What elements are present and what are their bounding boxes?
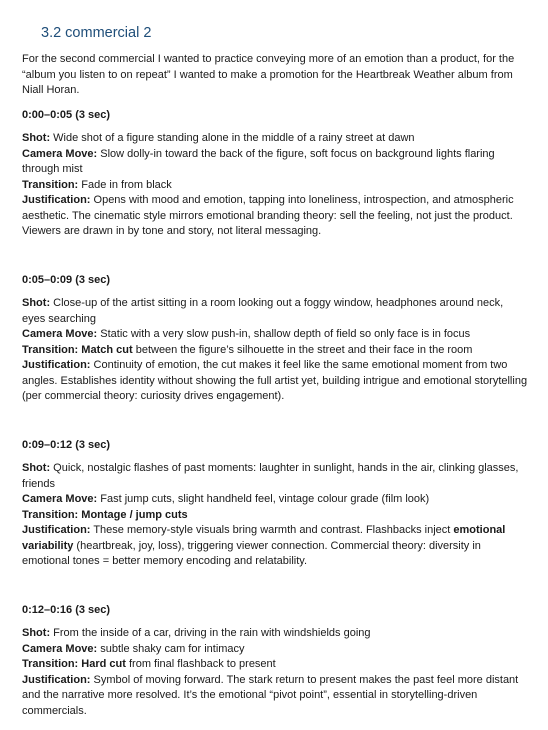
transition-bold: Match cut [81,343,133,356]
shot-text: From the inside of a car, driving in the rain with windshields going [53,627,371,639]
camera-label: Camera Move: [22,328,98,340]
justification-tail: (heartbreak, joy, loss), triggering viewer connection. Commercial theory: diversity in emotional tones = better memory encoding and relatability. [22,539,481,567]
shot-label: Shot: [22,627,51,639]
segment-3 [22,438,528,570]
camera-line [22,147,528,178]
transition-line [22,343,528,359]
transition-text: from final flashback to present [128,658,276,670]
justification-text: These memory-style visuals bring warmth and contrast. Flashbacks inject [93,524,451,536]
shot-line [22,131,528,147]
segment-2 [22,273,528,405]
justification-text: Opens with mood and emotion, tapping into loneliness, introspection, and atmospheric aesthetic. The cinematic style mirrors emotional branding theory: sell the feeling, not just the product. Viewers are drawn in by tone and story, not literal messaging. [22,194,514,237]
transition-label: Transition: [22,658,79,670]
shot-text: Quick, nostalgic flashes of past moments: laughter in sunlight, hands in the air, clinking glasses, friends [22,462,519,490]
transition-text: between the figure’s silhouette in the street and their face in the room [135,343,473,356]
transition-text: Fade in from black [81,178,172,191]
transition-label: Transition: [22,343,79,356]
camera-text: Static with a very slow push-in, shallow depth of field so only face is in focus [100,328,471,340]
camera-label: Camera Move: [22,493,98,505]
segment-time: 0:12–0:16 (3 sec) [22,603,111,616]
shot-label: Shot: [22,132,51,144]
camera-line [22,642,528,658]
shot-line [22,461,528,492]
shot-line [22,626,528,642]
justification-line [22,673,528,720]
justification-line [22,523,528,570]
camera-label: Camera Move: [22,642,98,655]
shot-line [22,296,528,327]
segment-time: 0:09–0:12 (3 sec) [22,438,111,451]
intro-paragraph: For the second commercial I wanted to practice conveying more of an emotion than a product, for the “album you listen to on repeat” I wanted to make a promotion for the Heartbreak Weather album from Niall Horan. [22,53,515,96]
camera-text: subtle shaky cam for intimacy [100,642,245,655]
transition-label: Transition: [22,178,79,191]
section-heading: 3.2 commercial 2 [41,25,152,41]
transition-line [22,178,528,194]
justification-label: Justification: [22,359,91,371]
segment-time: 0:00–0:05 (3 sec) [22,108,111,121]
justification-text: Continuity of emotion, the cut makes it feel like the same emotional moment from two angles. Establishes identity without showing the full artist yet, building intrigue and emotional storytelling (per commercial theory: curiosity drives engagement). [22,359,528,402]
transition-line [22,657,528,673]
transition-line [22,508,528,524]
camera-text: Slow dolly-in toward the back of the figure, soft focus on background lights flaring through mist [22,147,495,175]
shot-text: Close-up of the artist sitting in a room looking out a foggy window, headphones around neck, eyes searching [22,297,504,325]
shot-text: Wide shot of a figure standing alone in the middle of a rainy street at dawn [53,132,415,144]
transition-bold: Montage / jump cuts [81,508,188,521]
justification-bold: emotional variability [22,524,506,552]
justification-label: Justification: [22,194,91,206]
transition-bold: Hard cut [81,658,126,670]
justification-label: Justification: [22,524,91,536]
justification-line [22,358,528,405]
camera-text: Fast jump cuts, slight handheld feel, vintage colour grade (film look) [100,493,430,505]
justification-line [22,193,528,240]
justification-text: Symbol of moving forward. The stark return to present makes the past feel more distant and the narrative more resolved. It’s the emotional “pivot point”, essential in storytelling-driven commercials. [22,673,519,717]
shot-label: Shot: [22,462,51,474]
segment-time: 0:05–0:09 (3 sec) [22,273,111,286]
camera-label: Camera Move: [22,147,98,160]
justification-label: Justification: [22,673,91,686]
segment-4 [22,603,528,720]
transition-label: Transition: [22,508,79,521]
camera-line [22,327,528,343]
shot-label: Shot: [22,297,51,309]
camera-line [22,492,528,508]
segment-1 [22,108,528,240]
